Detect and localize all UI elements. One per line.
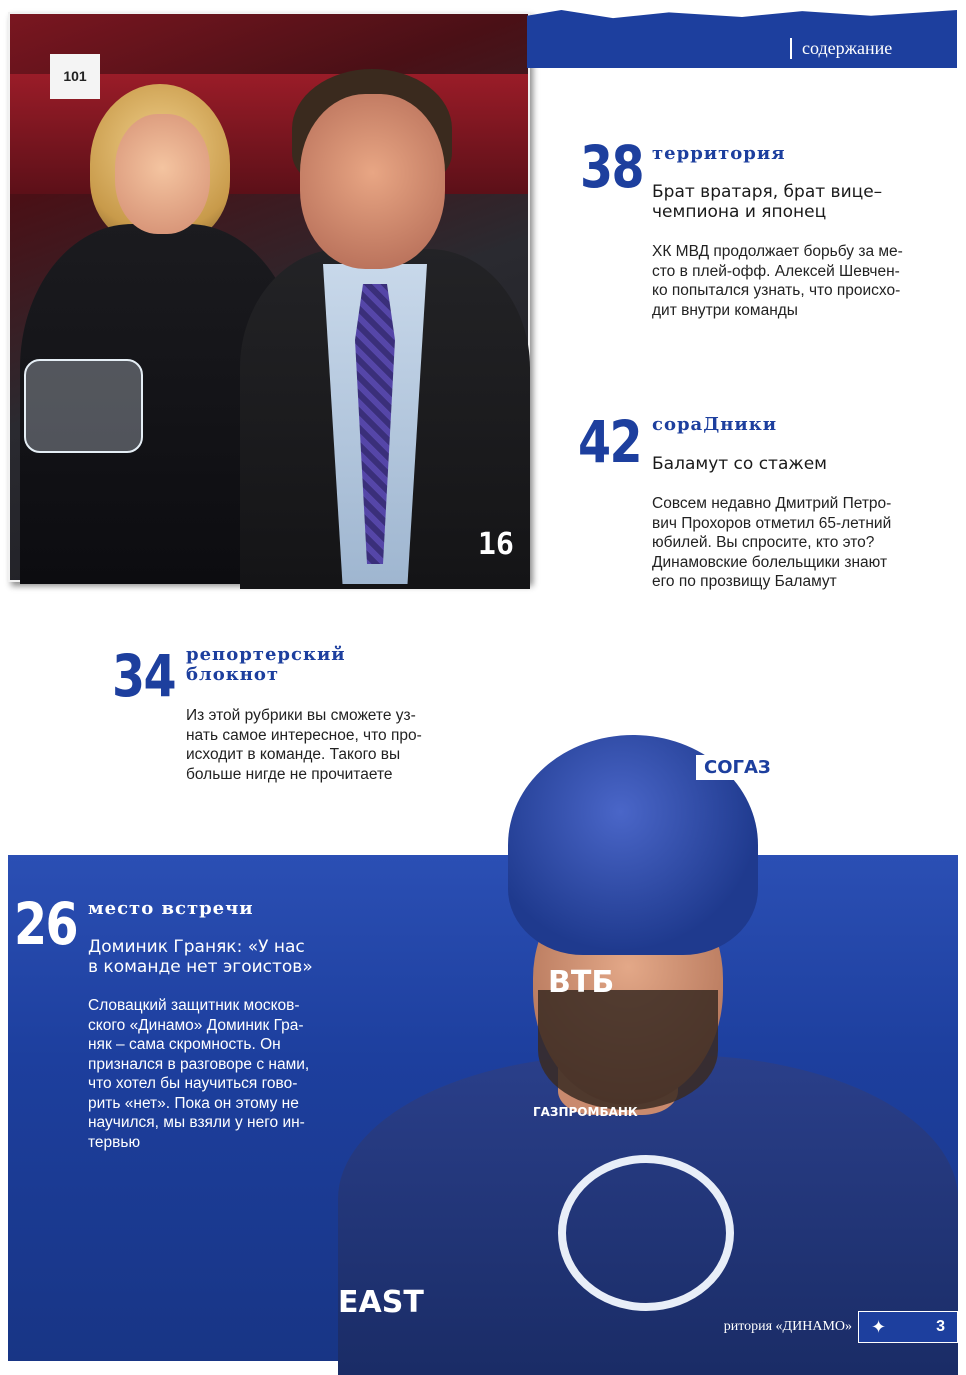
entry-34-line: больше нигде не прочитаете: [186, 765, 393, 783]
entry-38-line: дит внутри команды: [652, 301, 798, 319]
entry-34-category-line: блокнот: [186, 664, 280, 685]
photo-page-number: 16: [477, 527, 514, 562]
entry-42-desc: [652, 494, 942, 592]
entry-38-line: ХК МВД продолжает борьбу за ме-: [652, 243, 903, 260]
entry-42-line: вич Прохоров отметил 65-летний: [652, 514, 892, 532]
entry-26-line: тервью: [88, 1133, 141, 1151]
entry-38-headline: [652, 182, 922, 222]
jersey-sponsor: ВТБ: [548, 965, 615, 1000]
entry-42-line: юбилей. Вы спросите, кто это?: [652, 534, 875, 551]
page-number: 3: [936, 1318, 945, 1335]
glove-brand: EAST: [338, 1285, 424, 1320]
helmet-sponsor: СОГАЗ: [696, 755, 779, 780]
hockey-player-photo: [308, 757, 958, 1361]
entry-42-line: его по прозвищу Баламут: [652, 573, 837, 590]
entry-26-line: что хотел бы научиться гово-: [88, 1075, 298, 1092]
photo-couple: [8, 12, 530, 582]
entry-26-line: няк – сама скромность. Он: [88, 1036, 281, 1053]
bank-sponsor: ГАЗПРОМБАНК: [533, 1105, 638, 1119]
entry-38-category: территория: [652, 143, 786, 164]
dynamo-logo: [558, 1155, 734, 1311]
entry-38-headline-text: Брат вратаря, брат вице–чемпиона и японец: [652, 182, 883, 222]
footer-magazine-name: ритория «ДИНАМО»: [723, 1319, 852, 1334]
entry-42-headline: Баламут со стажем: [652, 454, 827, 474]
entry-34-category: [186, 645, 346, 685]
table-card: 101: [50, 54, 100, 99]
entry-34-line: Из этой рубрики вы сможете уз-: [186, 707, 416, 724]
entry-26-number: 26: [14, 890, 77, 958]
page-footer: [718, 1311, 958, 1343]
man-face: [300, 94, 445, 269]
entry-38-line: сто в плей-офф. Алексей Шевчен-: [652, 262, 900, 280]
entry-34-category-line: репортерский: [186, 644, 346, 665]
entry-34-number: 34: [112, 642, 175, 710]
section-label: содержание: [790, 38, 892, 59]
footer-page-box: [858, 1311, 958, 1343]
dynamo-icon: ✦: [871, 1316, 887, 1337]
entry-38-line: ко попытался узнать, что происхо-: [652, 282, 901, 299]
entry-42-line: Совсем недавно Дмитрий Петро-: [652, 495, 892, 512]
entry-26-line: Словацкий защитник москов-: [88, 997, 300, 1014]
entry-26-line: рить «нет». Пока он этому не: [88, 1094, 299, 1112]
player-beard: [538, 990, 718, 1110]
entry-26-headline: [88, 937, 313, 977]
entry-34-line: исходит в команде. Такого вы: [186, 746, 401, 763]
entry-26-line: научился, мы взяли у него ин-: [88, 1114, 305, 1131]
entry-42-number: 42: [578, 408, 641, 476]
entry-26-desc: [88, 996, 358, 1152]
entry-34-desc: [186, 706, 466, 784]
entry-42-line: Динамовские болельщики знают: [652, 553, 888, 571]
entry-38-desc: [652, 242, 942, 320]
entry-26-line: ского «Динамо» Доминик Гра-: [88, 1016, 304, 1034]
entry-34-line: нать самое интересное, что про-: [186, 726, 422, 744]
woman-face: [115, 114, 210, 234]
entry-26-headline-line: Доминик Граняк: «У нас: [88, 937, 305, 957]
entry-38-number: 38: [580, 133, 643, 201]
entry-42-category: сораДники: [652, 414, 778, 435]
entry-26-headline-line: в команде нет эгоистов»: [88, 957, 313, 977]
entry-26-line: признался в разговоре с нами,: [88, 1055, 310, 1073]
entry-26-category: место встречи: [88, 898, 254, 919]
header-banner: [527, 10, 957, 68]
rink-box: [24, 359, 143, 453]
